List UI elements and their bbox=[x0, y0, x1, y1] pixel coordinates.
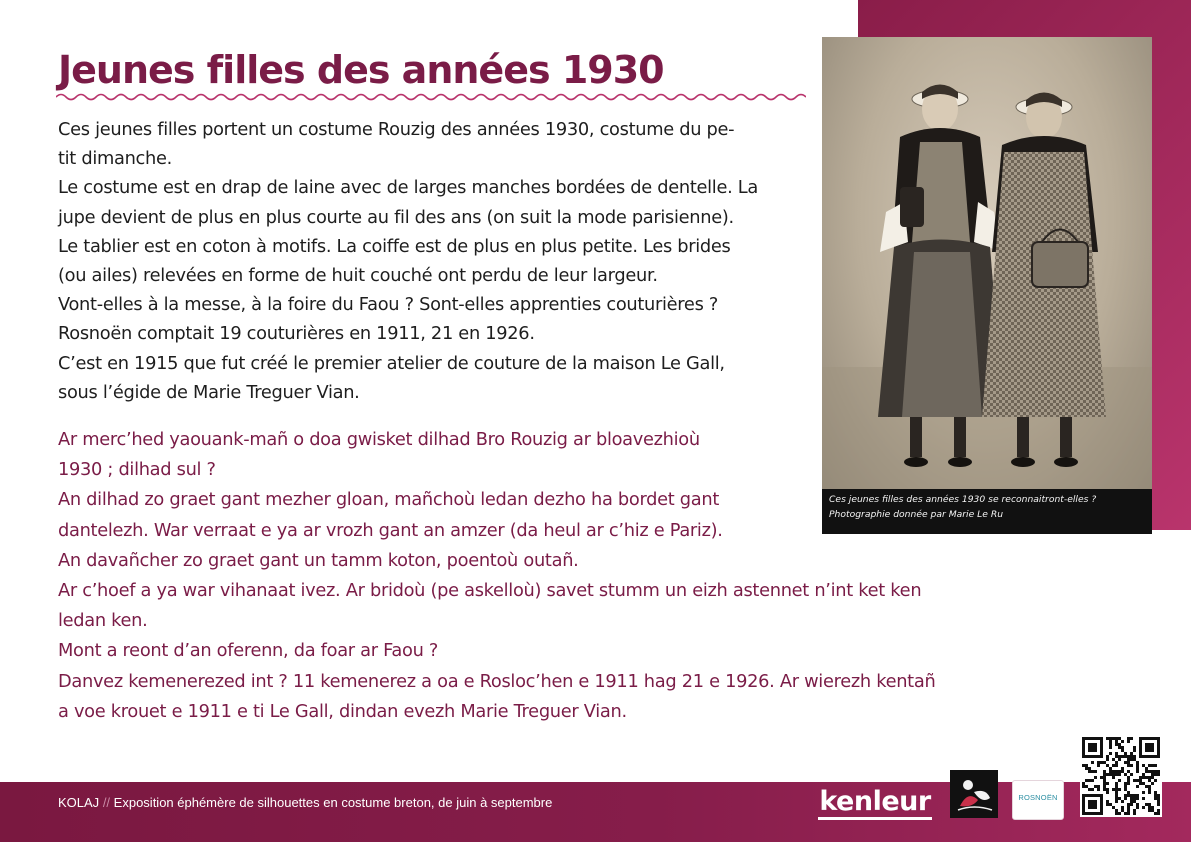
breton-line: Ar merc’hed yaouank-mañ o doa gwisket dilhad Bro Rouzig ar bloavezhioù bbox=[58, 429, 700, 450]
french-line: (ou ailes) relevées en forme de huit couché ont perdu de leur largeur. bbox=[58, 265, 658, 287]
caption-line: Ces jeunes filles des années 1930 se reconnaitront-elles ? bbox=[829, 494, 1097, 505]
breton-line: dantelezh. War verraat e ya ar vrozh gant an amzer (da heul ar c’hiz e Pariz). bbox=[58, 519, 723, 541]
french-line: Vont-elles à la messe, à la foire du Faou ? Sont-elles apprenties couturières ? bbox=[58, 294, 719, 316]
french-line: Le tablier est en coton à motifs. La coiffe est de plus en plus petite. Les brides bbox=[58, 235, 731, 257]
title-wave-divider bbox=[56, 91, 806, 103]
footer-brand: KOLAJ bbox=[58, 795, 100, 810]
french-line: tit dimanche. bbox=[58, 148, 172, 170]
breton-line: ledan ken. bbox=[58, 610, 148, 632]
french-line: Rosnoën comptait 19 couturières en 1911, 21 en 1926. bbox=[58, 323, 535, 345]
rosnoen-logo bbox=[1012, 780, 1064, 820]
breton-line: Ar c’hoef a ya war vihanaat ivez. Ar bridoù (pe askelloù) savet stumm un eizh astennet n’int ket ken bbox=[58, 580, 922, 602]
breton-line: Danvez kemenerezed int ? 11 kemenerez a oa e Rosloc’hen e 1911 hag 21 e 1926. Ar wierezh kentañ bbox=[58, 670, 936, 692]
french-line: jupe devient de plus en plus courte au fil des ans (on suit la mode parisienne). bbox=[58, 206, 734, 228]
dancers-logo-icon bbox=[950, 770, 998, 818]
breton-line: a voe krouet e 1911 e ti Le Gall, dindan evezh Marie Treguer Vian. bbox=[58, 700, 627, 722]
page-title: Jeunes filles des années 1930 bbox=[58, 48, 664, 92]
french-line: C’est en 1915 que fut créé le premier atelier de couture de la maison Le Gall, bbox=[58, 352, 725, 374]
french-line: Le costume est en drap de laine avec de larges manches bordées de dentelle. La bbox=[58, 177, 758, 199]
breton-paragraph bbox=[58, 425, 1043, 727]
french-line: Ces jeunes filles portent un costume Rouzig des années 1930, costume du pe- bbox=[58, 119, 735, 140]
qr-code-icon bbox=[1082, 737, 1160, 815]
breton-line: An dilhad zo graet gant mezher gloan, mañchoù ledan dezho ha bordet gant bbox=[58, 489, 720, 511]
breton-line: Mont a reont d’an oferenn, da foar ar Faou ? bbox=[58, 640, 439, 662]
rosnoen-logo-text: ROSNOËN bbox=[1018, 793, 1058, 802]
breton-line: An davañcher zo graet gant un tamm koton, poentoù outañ. bbox=[58, 549, 579, 571]
footer-separator: // bbox=[102, 795, 111, 810]
french-paragraph bbox=[58, 115, 808, 407]
qr-code-icon[interactable] bbox=[1080, 735, 1162, 817]
french-line: sous l’égide de Marie Treguer Vian. bbox=[58, 381, 360, 403]
photo-two-girls-in-costume bbox=[822, 37, 1152, 489]
footer-exhibition-text: Exposition éphémère de silhouettes en costume breton, de juin à septembre bbox=[113, 795, 553, 810]
kenleur-logo-text: kenleur bbox=[819, 786, 931, 817]
footer-text bbox=[58, 795, 552, 810]
dancers-logo-icon bbox=[950, 770, 998, 818]
caption-credit: Photographie donnée par Marie Le Ru bbox=[829, 509, 1004, 520]
kenleur-logo bbox=[815, 786, 935, 818]
kenleur-logo-underline bbox=[818, 817, 932, 820]
breton-line: 1930 ; dilhad sul ? bbox=[58, 459, 216, 481]
photo-illustration bbox=[822, 37, 1152, 489]
